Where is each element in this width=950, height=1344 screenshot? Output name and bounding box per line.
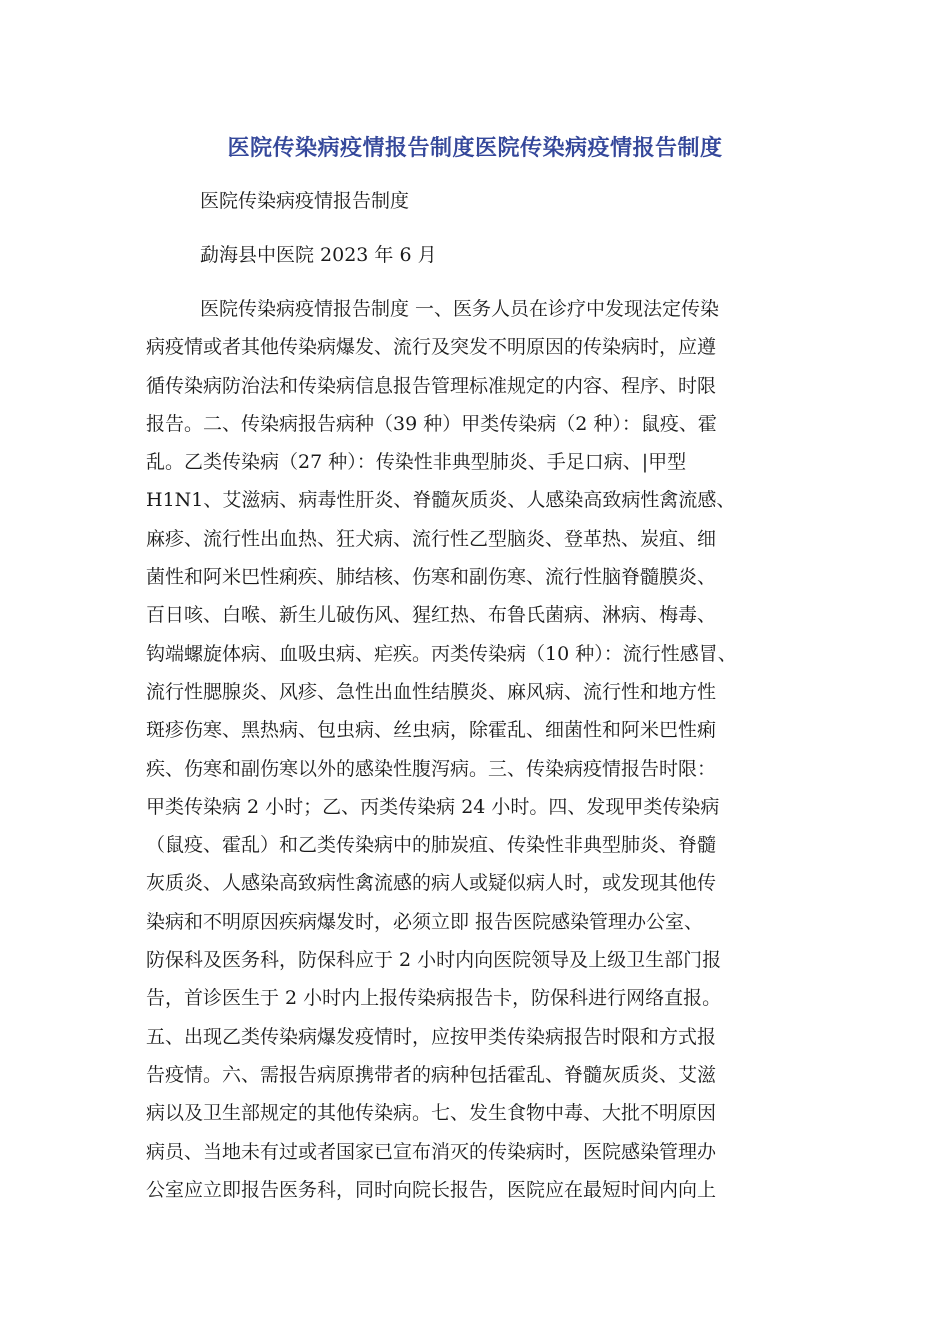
author-date-line: 勐海县中医院 2023 年 6 月 — [200, 244, 437, 266]
body-line: 麻疹、流行性出血热、狂犬病、流行性乙型脑炎、登革热、炭疽、细 — [146, 527, 717, 550]
body-line: 公室应立即报告医务科，同时向院长报告，医院应在最短时间内向上 — [146, 1178, 717, 1201]
body-line: 五、出现乙类传染病爆发疫情时，应按甲类传染病报告时限和方式报 — [146, 1025, 717, 1048]
body-line: H1N1、艾滋病、病毒性肝炎、脊髓灰质炎、人感染高致病性禽流感、 — [146, 489, 736, 512]
body-line: 菌性和阿米巴性痢疾、肺结核、伤寒和副伤寒、流行性脑脊髓膜炎、 — [146, 566, 717, 589]
body-line: 流行性腮腺炎、风疹、急性出血性结膜炎、麻风病、流行性和地方性 — [146, 680, 717, 703]
body-line: 病以及卫生部规定的其他传染病。七、发生食物中毒、大批不明原因 — [146, 1102, 717, 1125]
body-line: 疾、伤寒和副伤寒以外的感染性腹泻病。三、传染病疫情报告时限： — [146, 757, 717, 780]
body-line: 灰质炎、人感染高致病性禽流感的病人或疑似病人时，或发现其他传 — [146, 872, 717, 895]
body-line: （鼠疫、霍乱）和乙类传染病中的肺炭疽、传染性非典型肺炎、脊髓 — [146, 834, 717, 857]
body-line: 病员、当地未有过或者国家已宣布消灭的传染病时，医院感染管理办 — [146, 1140, 717, 1163]
body-line: 报告。二、传染病报告病种（39 种）甲类传染病（2 种）：鼠疫、霍 — [146, 412, 717, 435]
body-line: 病疫情或者其他传染病爆发、流行及突发不明原因的传染病时，应遵 — [146, 336, 717, 359]
body-line: 防保科及医务科，防保科应于 2 小时内向医院领导及上级卫生部门报 — [146, 949, 722, 972]
body-line: 百日咳、白喉、新生儿破伤风、猩红热、布鲁氏菌病、淋病、梅毒、 — [146, 604, 717, 627]
document-title: 医院传染病疫情报告制度医院传染病疫情报告制度 — [227, 136, 723, 161]
document-subtitle: 医院传染病疫情报告制度 — [200, 190, 410, 212]
body-line: 染病和不明原因疾病爆发时，必须立即 报告医院感染管理办公室、 — [146, 910, 704, 933]
body-line: 斑疹伤寒、黑热病、包虫病、丝虫病，除霍乱、细菌性和阿米巴性痢 — [146, 719, 717, 742]
body-line: 乱。乙类传染病（27 种）：传染性非典型肺炎、手足口病、|甲型 — [146, 451, 687, 474]
body-line: 循传染病防治法和传染病信息报告管理标准规定的内容、程序、时限 — [146, 374, 717, 397]
body-line: 甲类传染病 2 小时；乙、丙类传染病 24 小时。四、发现甲类传染病 — [146, 795, 720, 818]
body-line: 钩端螺旋体病、血吸虫病、疟疾。丙类传染病（10 种）：流行性感冒、 — [146, 642, 737, 665]
body-line: 告疫情。六、需报告病原携带者的病种包括霍乱、脊髓灰质炎、艾滋 — [146, 1063, 717, 1086]
body-paragraph — [146, 290, 810, 1209]
body-line: 医院传染病疫情报告制度 一、医务人员在诊疗中发现法定传染 — [200, 298, 720, 320]
body-line: 告，首诊医生于 2 小时内上报传染病报告卡，防保科进行网络直报。 — [146, 987, 722, 1010]
